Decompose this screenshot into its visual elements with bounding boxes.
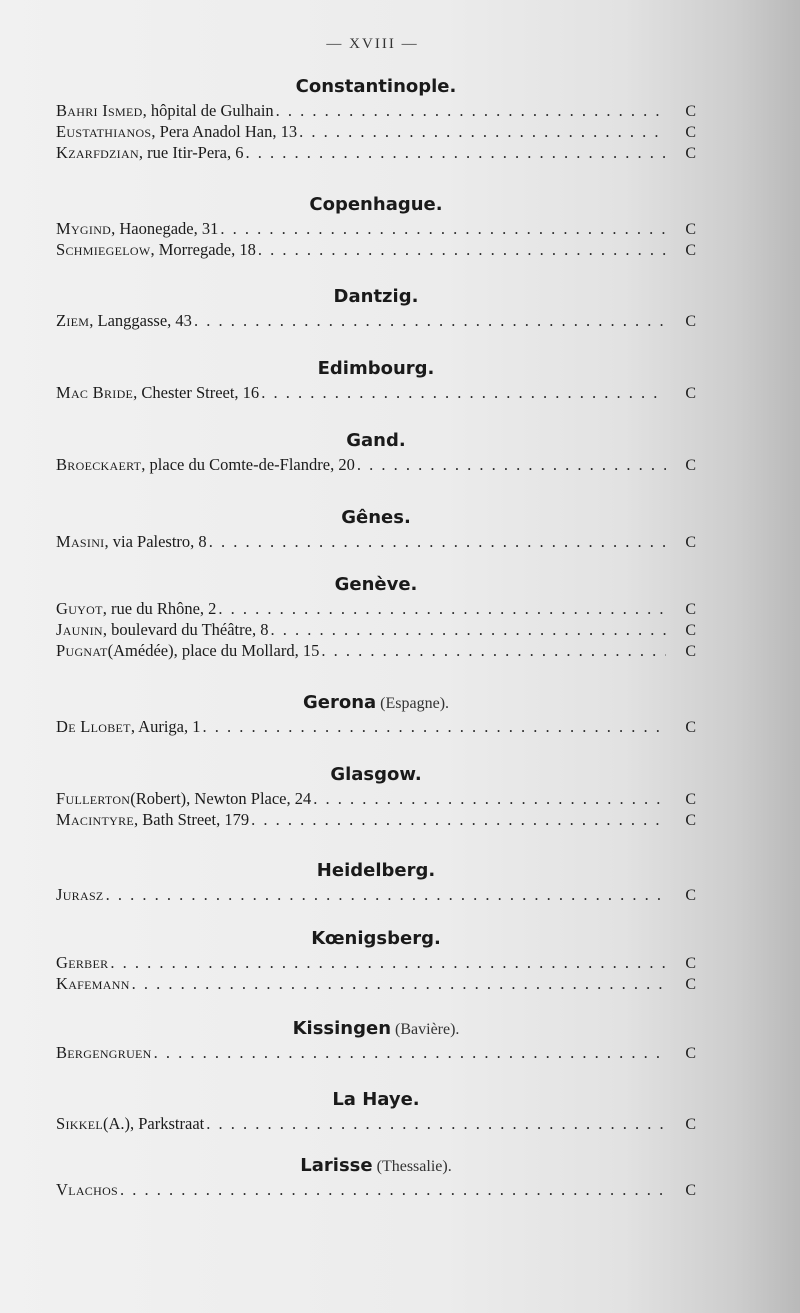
dot-leader — [268, 619, 666, 640]
city-section — [56, 858, 696, 905]
city-section — [56, 428, 696, 475]
city-section — [56, 192, 696, 260]
city-name: Dantzig. — [333, 286, 419, 307]
entry-name: Mac Bride — [56, 383, 134, 402]
entry-code: C — [685, 534, 696, 551]
entry-address: , Chester Street, 16 — [133, 383, 260, 402]
directory-entry — [56, 640, 696, 661]
directory-entry — [56, 531, 696, 552]
entry-code: C — [685, 457, 696, 474]
city-name: Genève. — [334, 574, 418, 595]
city-name: Gand. — [346, 430, 406, 451]
city-heading — [56, 762, 696, 788]
city-heading — [56, 1016, 696, 1042]
entry-code: C — [685, 1116, 696, 1133]
city-qualifier: (Bavière). — [391, 1021, 460, 1038]
directory-entry — [56, 1042, 696, 1063]
city-section — [56, 762, 696, 830]
city-section — [56, 926, 696, 994]
entry-address: (A.), Parkstraat — [102, 1114, 205, 1133]
dot-leader — [274, 100, 666, 121]
directory-entry — [56, 598, 696, 619]
city-section — [56, 1016, 696, 1063]
directory-entry — [56, 809, 696, 830]
entry-name: Kafemann — [56, 974, 130, 993]
directory-entry — [56, 788, 696, 809]
dot-leader — [216, 598, 666, 619]
entry-code: C — [685, 643, 696, 660]
entry-name: Jurasz — [56, 885, 104, 904]
directory-entry — [56, 310, 696, 331]
entry-name: Schmiegelow — [56, 240, 151, 259]
city-section — [56, 1087, 696, 1134]
entry-code: C — [685, 955, 696, 972]
city-qualifier: (Thessalie). — [372, 1158, 452, 1175]
city-heading — [56, 572, 696, 598]
directory-entry — [56, 1113, 696, 1134]
entry-code: C — [685, 242, 696, 259]
city-name: Heidelberg. — [316, 860, 436, 881]
entry-code: C — [685, 622, 696, 639]
entry-address: , place du Comte-de-Flandre, 20 — [141, 455, 355, 474]
city-name: Larisse — [300, 1155, 373, 1176]
entry-name: Pugnat — [56, 641, 108, 660]
city-section — [56, 505, 696, 552]
dot-leader — [355, 454, 666, 475]
directory-entry — [56, 952, 696, 973]
dot-leader — [130, 973, 666, 994]
entry-code: C — [685, 385, 696, 402]
city-heading — [56, 284, 696, 310]
directory-entry — [56, 884, 696, 905]
dot-leader — [192, 310, 666, 331]
directory-entry — [56, 716, 696, 737]
entry-code: C — [685, 601, 696, 618]
directory-entry — [56, 100, 696, 121]
dot-leader — [152, 1042, 666, 1063]
entry-address: , Bath Street, 179 — [134, 810, 250, 829]
dot-leader — [118, 1179, 666, 1200]
entry-code: C — [685, 1182, 696, 1199]
city-heading — [56, 428, 696, 454]
entry-address: , Morregade, 18 — [150, 240, 256, 259]
entry-address: , Haonegade, 31 — [111, 219, 219, 238]
city-heading — [56, 74, 696, 100]
entry-code: C — [685, 103, 696, 120]
city-name: Kœnigsberg. — [311, 928, 441, 949]
entry-code: C — [685, 124, 696, 141]
entry-code: C — [685, 719, 696, 736]
dot-leader — [200, 716, 666, 737]
entry-name: Broeckaert — [56, 455, 142, 474]
entry-code: C — [685, 145, 696, 162]
entry-name: Ziem — [56, 311, 90, 330]
city-heading — [56, 1153, 696, 1179]
directory-entry — [56, 121, 696, 142]
city-section — [56, 572, 696, 661]
entry-address: , Langgasse, 43 — [89, 311, 192, 330]
dot-leader — [244, 142, 666, 163]
entry-name: Sikkel — [56, 1114, 103, 1133]
entry-name: De Llobet — [56, 717, 131, 736]
entry-address: (Amédée), place du Mollard, 15 — [107, 641, 320, 660]
entry-address: , Pera Anadol Han, 13 — [151, 122, 298, 141]
city-name: Gênes. — [341, 507, 411, 528]
city-name: La Haye. — [332, 1089, 420, 1110]
dot-leader — [108, 952, 666, 973]
entry-name: Guyot — [56, 599, 103, 618]
city-heading — [56, 858, 696, 884]
city-heading — [56, 356, 696, 382]
entry-address: , boulevard du Théâtre, 8 — [102, 620, 269, 639]
entry-address: , via Palestro, 8 — [104, 532, 207, 551]
entry-code: C — [685, 887, 696, 904]
city-section — [56, 356, 696, 403]
directory-entry — [56, 973, 696, 994]
entry-code: C — [685, 791, 696, 808]
city-name: Edimbourg. — [317, 358, 435, 379]
directory-entry — [56, 142, 696, 163]
city-qualifier: (Espagne). — [376, 695, 450, 712]
dot-leader — [256, 239, 666, 260]
entry-address: , hôpital de Gulhain — [142, 101, 274, 120]
entry-name: Jaunin — [56, 620, 103, 639]
city-heading — [56, 192, 696, 218]
city-section — [56, 74, 696, 163]
city-name: Copenhague. — [309, 194, 443, 215]
city-section — [56, 1153, 696, 1200]
dot-leader — [259, 382, 666, 403]
entry-code: C — [685, 313, 696, 330]
entry-code: C — [685, 812, 696, 829]
entry-name: Kzarfdzian — [56, 143, 139, 162]
entry-name: Fullerton — [56, 789, 131, 808]
city-heading — [56, 926, 696, 952]
entry-code: C — [685, 221, 696, 238]
city-section — [56, 690, 696, 737]
directory-entry — [56, 619, 696, 640]
city-heading — [56, 690, 696, 716]
city-heading — [56, 1087, 696, 1113]
entry-address: , rue du Rhône, 2 — [102, 599, 217, 618]
directory-entry — [56, 382, 696, 403]
city-name: Glasgow. — [330, 764, 422, 785]
entry-name: Bahri Ismed — [56, 101, 143, 120]
directory-entry — [56, 239, 696, 260]
dot-leader — [207, 531, 666, 552]
entry-name: Eustathianos — [56, 122, 152, 141]
entry-name: Vlachos — [56, 1180, 119, 1199]
entry-name: Macintyre — [56, 810, 135, 829]
page-number: — XVIII — — [326, 36, 419, 52]
entry-address: (Robert), Newton Place, 24 — [130, 789, 312, 808]
entry-name: Bergengruen — [56, 1043, 152, 1062]
entry-code: C — [685, 1045, 696, 1062]
entry-name: Gerber — [56, 953, 109, 972]
dot-leader — [104, 884, 666, 905]
city-name: Constantinople. — [295, 76, 457, 97]
directory-entry — [56, 454, 696, 475]
directory-entry — [56, 1179, 696, 1200]
dot-leader — [249, 809, 666, 830]
dot-leader — [218, 218, 666, 239]
dot-leader — [204, 1113, 666, 1134]
entry-name: Mygind — [56, 219, 112, 238]
city-section — [56, 284, 696, 331]
city-name: Gerona — [302, 692, 377, 713]
dot-leader — [319, 640, 666, 661]
city-heading — [56, 505, 696, 531]
city-name: Kissingen — [292, 1018, 392, 1039]
entry-code: C — [685, 976, 696, 993]
dot-leader — [297, 121, 666, 142]
dot-leader — [311, 788, 666, 809]
directory-entry — [56, 218, 696, 239]
entry-address: , rue Itir-Pera, 6 — [138, 143, 244, 162]
entry-address: , Auriga, 1 — [130, 717, 201, 736]
entry-name: Masini — [56, 532, 105, 551]
